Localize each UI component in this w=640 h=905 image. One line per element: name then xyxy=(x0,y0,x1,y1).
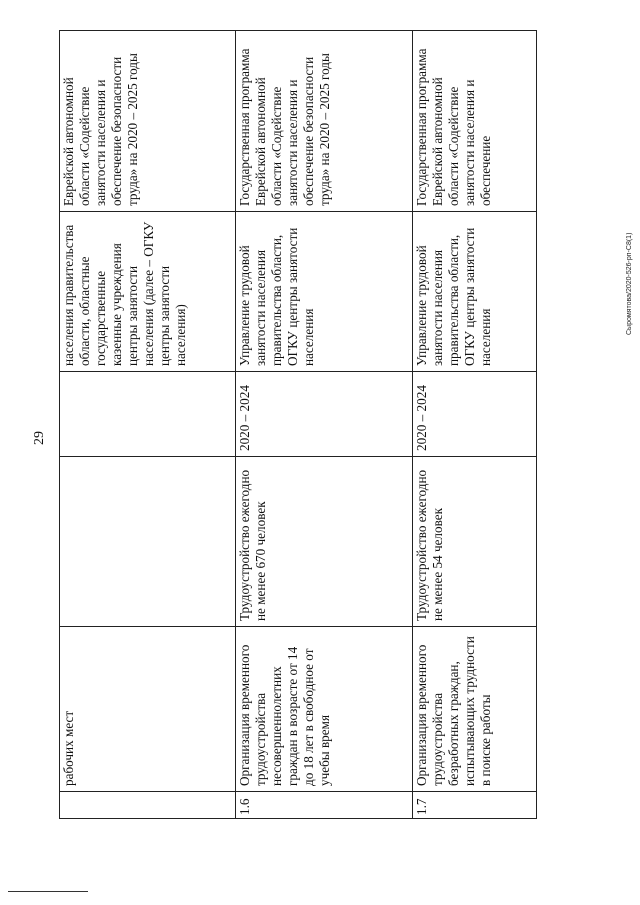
indicator-cell: Трудоустройство ежегодно не менее 54 человек xyxy=(413,457,537,627)
period-cell: 2020 – 2024 xyxy=(236,372,413,457)
program-cell: Государственная программа Еврейской автономной области «Содействие занятости населения и обеспечение безопасности труда» на 2020 – 2025 годы xyxy=(236,31,413,212)
table-row xyxy=(60,31,236,819)
row-number: 1.6 xyxy=(236,792,413,819)
table-row xyxy=(236,31,413,819)
executor-cell: Управление трудовой занятости населения правительства области, ОГКУ центры занятости населения xyxy=(236,212,413,372)
activity-cell: Организация временного трудоустройства несовершеннолетних граждан в возрасте от 14 до 18 лет в свободное от учебы время xyxy=(236,627,413,792)
indicator-cell xyxy=(60,457,236,627)
footnote-separator xyxy=(8,891,88,892)
activities-table xyxy=(59,30,537,819)
document-footer-code: Сыромятова/2020-526-рп-С8(1) xyxy=(626,232,633,335)
program-cell: Еврейской автономной области «Содействие занятости населения и обеспечение безопасности труда» на 2020 – 2025 годы xyxy=(60,31,236,212)
row-number xyxy=(60,792,236,819)
activity-cell: Организация временного трудоустройства безработных граждан, испытывающих трудности в поиске работы xyxy=(413,627,537,792)
period-cell xyxy=(60,372,236,457)
period-cell: 2020 – 2024 xyxy=(413,372,537,457)
page-number: 29 xyxy=(32,431,47,445)
row-number: 1.7 xyxy=(413,792,537,819)
executor-cell: населения правительства области, областные государственные казенные учреждения центры занятости населения (далее – ОГКУ центры занятости населения) xyxy=(60,212,236,372)
activity-cell: рабочих мест xyxy=(60,627,236,792)
executor-cell: Управление трудовой занятости населения правительства области, ОГКУ центры занятости населения xyxy=(413,212,537,372)
table-row xyxy=(413,31,537,819)
indicator-cell: Трудоустройство ежегодно не менее 670 человек xyxy=(236,457,413,627)
program-cell: Государственная программа Еврейской автономной области «Содействие занятости населения и обеспечение xyxy=(413,31,537,212)
